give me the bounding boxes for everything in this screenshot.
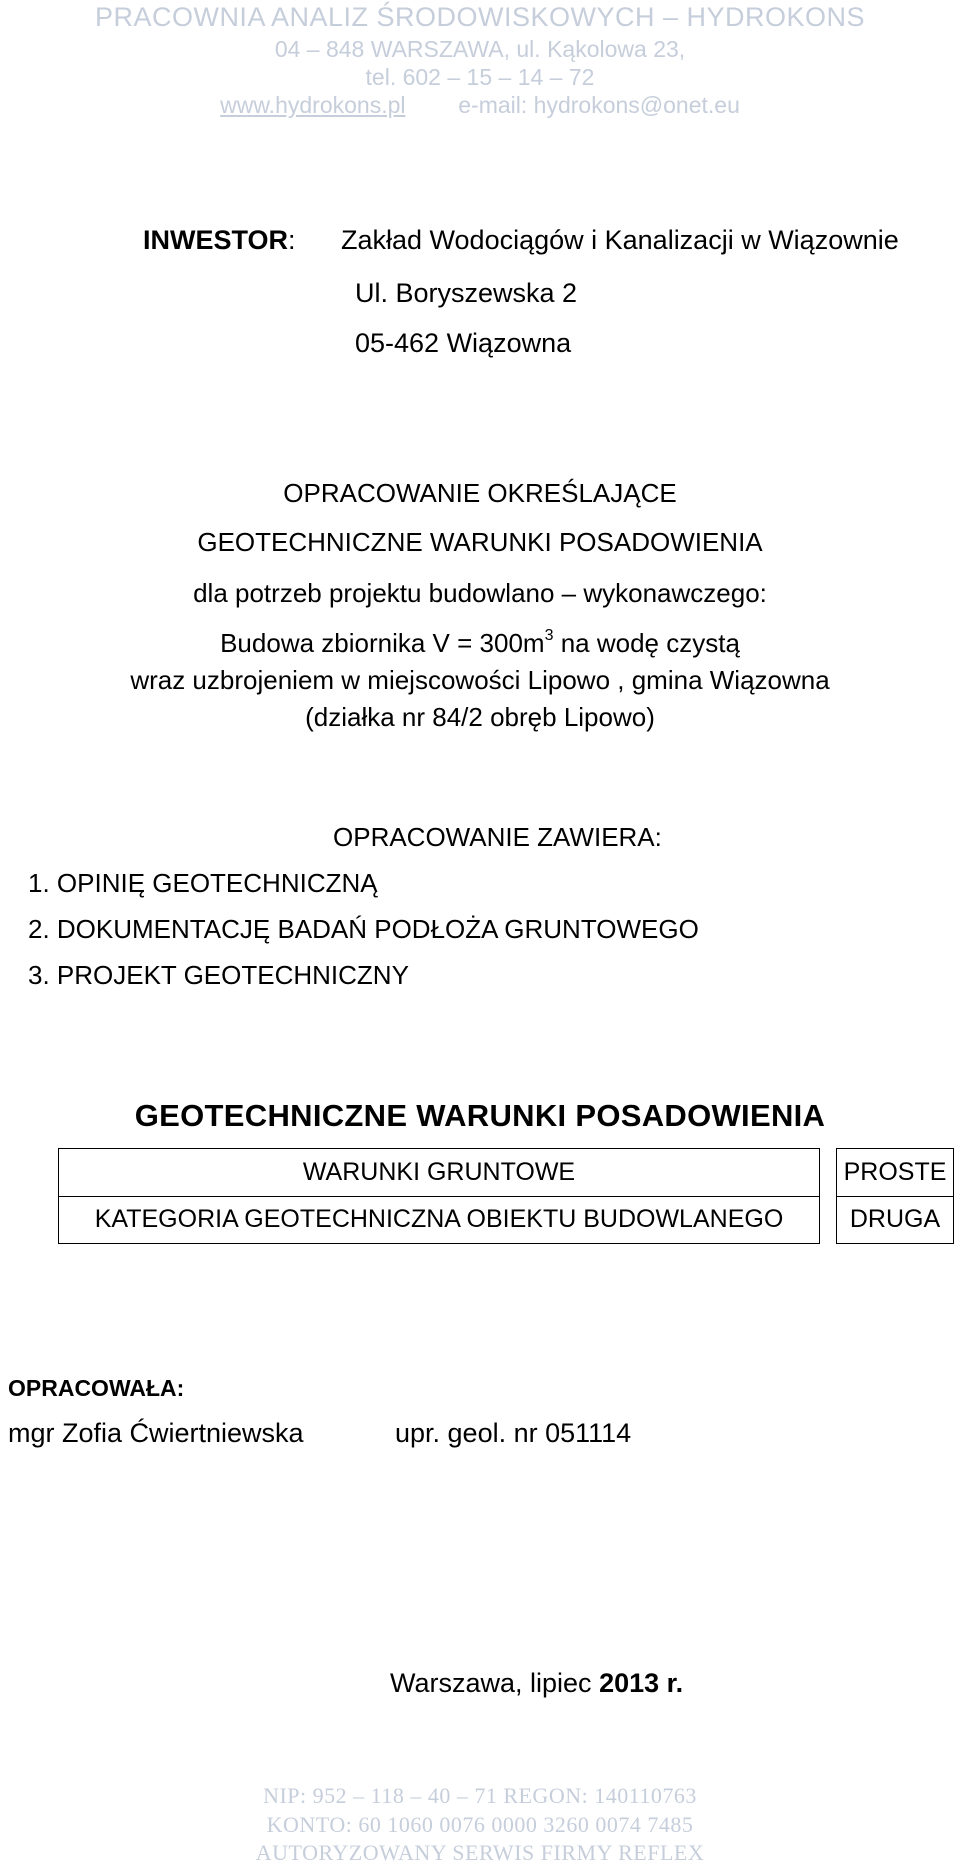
geotech-heading: GEOTECHNICZNE WARUNKI POSADOWIENIA [134, 1098, 826, 1133]
investor-name: Zakład Wodociągów i Kanalizacji w Wiązownie [341, 225, 899, 255]
document-date: Warszawa, lipiec 2013 r. [390, 1668, 684, 1698]
table-row [59, 1196, 954, 1244]
superscript-3: 3 [544, 627, 554, 645]
footer-tax-ids: NIP: 952 – 118 – 40 – 71 REGON: 140110763 [263, 1783, 697, 1808]
project-description: Budowa zbiornika $V = 300m^3$ na wodę czystą [220, 627, 740, 658]
email-text[interactable]: e-mail: hydrokons@onet.eu [458, 92, 740, 118]
document-purpose: dla potrzeb projektu budowlano – wykonawczego: [193, 578, 767, 608]
author-license: upr. geol. nr 051114 [395, 1418, 632, 1448]
company-address: 04 – 848 WARSZAWA, ul. Kąkolowa 23, [274, 36, 686, 62]
footer-bank-account: KONTO: 60 1060 0076 0000 3260 0074 7485 [266, 1812, 694, 1837]
contents-item: 3. PROJEKT GEOTECHNICZNY [28, 960, 409, 990]
geotech-table [58, 1148, 954, 1244]
table-row [59, 1149, 954, 1197]
investor-city: 05-462 Wiązowna [355, 328, 572, 358]
contents-heading: OPRACOWANIE ZAWIERA: [333, 822, 662, 852]
table-cell-label: WARUNKI GRUNTOWE [59, 1149, 820, 1197]
company-phone: tel. 602 – 15 – 14 – 72 [365, 64, 595, 90]
website-link[interactable]: www.hydrokons.pl [220, 92, 406, 118]
company-name: PRACOWNIA ANALIZ ŚRODOWISKOWYCH – HYDROKONS [94, 2, 866, 32]
investor-street: Ul. Boryszewska 2 [355, 278, 578, 308]
document-title-line1: OPRACOWANIE OKREŚLAJĄCE [283, 478, 677, 508]
table-cell-label: KATEGORIA GEOTECHNICZNA OBIEKTU BUDOWLANEGO [59, 1196, 820, 1244]
project-plot: (działka nr 84/2 obręb Lipowo) [305, 702, 655, 732]
author-label: OPRACOWAŁA: [8, 1375, 185, 1401]
contents-item: 2. DOKUMENTACJĘ BADAŃ PODŁOŻA GRUNTOWEGO [28, 914, 699, 944]
footer-service-note: AUTORYZOWANY SERWIS FIRMY REFLEX [255, 1840, 705, 1865]
company-contact [0, 92, 960, 119]
document-title-line2: GEOTECHNICZNE WARUNKI POSADOWIENIA [197, 527, 763, 557]
investor-label: INWESTOR: [143, 225, 296, 255]
author-name: mgr Zofia Ćwiertniewska [8, 1418, 304, 1448]
table-cell-value: PROSTE [837, 1149, 954, 1197]
contents-item: 1. OPINIĘ GEOTECHNICZNĄ [28, 868, 378, 898]
table-cell-value: DRUGA [837, 1196, 954, 1244]
project-location: wraz uzbrojeniem w miejscowości Lipowo , gmina Wiązowna [130, 665, 830, 695]
